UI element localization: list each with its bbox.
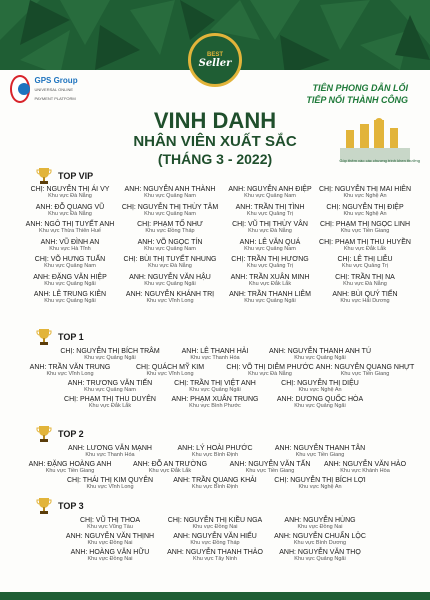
logo-name: GPS Group [34, 75, 78, 85]
honoree-card [160, 380, 270, 393]
honoree-card [265, 477, 375, 490]
honoree-name: ANH: TRẦN XUÂN MINH [230, 273, 310, 281]
honoree-area: Khu vực Đà Nẵng [248, 371, 292, 377]
honoree-name: ANH: DƯƠNG QUỐC HÒA [276, 396, 364, 403]
honoree-name: ANH: NGUYỄN ANH THÀNH [124, 186, 216, 193]
honoree-name: ANH: NGUYỄN HÙNG [284, 517, 356, 524]
honoree-name: ANH: PHẠM XUÂN TRUNG [171, 396, 259, 403]
badge-line2: Seller [198, 57, 232, 69]
honoree-area: Khu vực Quảng Ngãi [294, 403, 346, 409]
honoree-area: Khu vực Đà Nẵng [48, 210, 92, 217]
honoree-area: Khu vực Đắk Lắk [248, 280, 292, 287]
honoree-area: Khu vực Tiền Giang [340, 371, 390, 377]
honoree-name: CHỊ: THÁI THỊ KIM QUYÊN [66, 477, 154, 484]
honoree-name: ANH: TRẦN VĂN TRUNG [29, 364, 111, 371]
honoree-card [55, 549, 165, 562]
honoree-name: CHỊ: BÙI THỊ TUYẾT NHUNG [123, 256, 217, 263]
honoree-card [115, 239, 225, 252]
honoree-name: ANH: VÕ NGỌC TÍN [137, 238, 203, 246]
section-title: TOP 1 [58, 332, 84, 342]
honoree-name: ANH: TRẦN QUANG KHẢI [173, 477, 257, 484]
section-header [36, 497, 84, 515]
honoree-name: ANH: NGUYỄN VĂN HẢO [323, 461, 407, 468]
honoree-card [265, 380, 375, 393]
honoree-area: Khu vực Tây Ninh [193, 556, 237, 562]
honoree-card [265, 445, 375, 458]
honoree-name: ANH: NGUYỄN THANH TÂN [274, 445, 366, 452]
honoree-area: Khu vực Đắk Lắk [88, 403, 132, 409]
honoree-card [55, 517, 165, 530]
honoree-card [215, 239, 325, 252]
honoree-area: Khu vực Hải Dương [340, 298, 390, 304]
honoree-card [15, 274, 125, 287]
honoree-name: ANH: ĐẶNG HOÀNG ANH [28, 461, 112, 468]
page-title: VINH DANH [153, 108, 277, 133]
honoree-name: ANH: NGUYỄN VĂN HIẾU [173, 533, 257, 540]
honoree-card [310, 461, 420, 474]
honoree-card [115, 204, 225, 217]
honoree-name: ANH: ĐỖ AN TRƯỜNG [132, 461, 208, 468]
honoree-area: Khu vực Đồng Tháp [190, 540, 240, 546]
honoree-area: Khu vực Quảng Nam [144, 210, 196, 217]
honoree-card [15, 186, 125, 199]
honoree-card [215, 291, 325, 304]
honoree-card [160, 549, 270, 562]
logo-tagline: UNIVERSAL ONLINE PAYMENT PLATFORM [34, 86, 76, 101]
honoree-card [15, 221, 125, 234]
section-header [36, 425, 84, 443]
honoree-card [55, 380, 165, 393]
honoree-name: CHỊ: LÊ THỊ LIỄU [337, 256, 393, 263]
honoree-card [115, 274, 225, 287]
honoree-card [160, 348, 270, 361]
honoree-name: CHỊ: VŨ THỊ THOA [79, 517, 141, 524]
honoree-card [55, 445, 165, 458]
trophy-icon [36, 328, 52, 346]
honoree-area: Khu vực Đồng Tháp [145, 228, 195, 234]
honoree-name: ANH: NGUYỄN QUANG NHỰT [315, 364, 415, 371]
honoree-area: Khu vực Quảng Ngãi [44, 280, 96, 287]
honoree-name: CHỊ: PHẠM THỊ THU HUYỀN [319, 238, 411, 246]
trophy-icon [36, 497, 52, 515]
honoree-card [310, 221, 420, 234]
honoree-area: Khu vực Vĩnh Long [146, 298, 194, 304]
honoree-name: ANH: BÙI QUÝ TIẾN [332, 291, 398, 298]
honoree-name: ANH: ĐỖ QUANG VŨ [35, 203, 105, 211]
honoree-area: Khu vực Tiền Giang [295, 452, 345, 458]
honoree-name: ANH: LÊ VĂN QUÁ [239, 238, 301, 246]
honoree-card [310, 204, 420, 217]
honoree-card [160, 445, 270, 458]
honoree-card [55, 348, 165, 361]
honoree-card [15, 291, 125, 304]
honoree-name: ANH: NGUYỄN VĂN THỊNH [65, 533, 155, 540]
honoree-name: CHỊ: NGUYỄN THỊ BÍCH TRÂM [60, 348, 160, 355]
honoree-name: CHỊ: PHẠM THỊ NGỌC LINH [319, 221, 411, 228]
honoree-card [15, 239, 125, 252]
honoree-area: Khu vực Vĩnh Long [146, 371, 194, 377]
trophy-icon [36, 167, 52, 185]
honoree-card [265, 396, 375, 409]
slogan [306, 82, 408, 106]
honoree-name: CHỊ: NGUYỄN THỊ MAI HIÊN [318, 186, 412, 193]
honoree-name: CHỊ: NGUYỄN THỊ BÍCH LỢI [274, 477, 366, 484]
honoree-area: Khu vực Quảng Ngãi [44, 298, 96, 304]
honoree-area: Khu vực Vĩnh Long [86, 484, 134, 490]
honoree-card [265, 517, 375, 530]
slogan-line2: TIẾP NỐI THÀNH CÔNG [306, 95, 408, 105]
honoree-name: CHỊ: VŨ THỊ THÙY VÂN [232, 221, 308, 228]
honoree-name: ANH: ĐẶNG VĂN HIỆP [33, 273, 107, 281]
honoree-name: CHỊ: PHẠM TỐ NHƯ [137, 221, 203, 228]
honoree-area: Khu vực Quảng Ngãi [144, 280, 196, 287]
honoree-area: Khu vực Khánh Hòa [340, 468, 390, 474]
honoree-area: Khu vực Đồng Nai [297, 524, 343, 530]
honoree-card [265, 549, 375, 562]
honoree-name: CHỊ: NGUYỄN THỊ KIỀU NGA [167, 517, 263, 524]
honoree-area: Khu vực Bình Định [191, 452, 239, 458]
honoree-card [215, 221, 325, 234]
honoree-card [55, 396, 165, 409]
honoree-name: CHỊ: QUÁCH MỸ KIM [135, 364, 205, 371]
honoree-area: Khu vực Nghệ An [343, 210, 387, 217]
honoree-card [215, 256, 325, 269]
honoree-area: Khu vực Tiền Giang [245, 468, 295, 474]
honoree-area: Khu vực Quảng Ngãi [84, 355, 136, 361]
honoree-name: CHỊ: TRẦN THỊ HƯƠNG [231, 256, 309, 263]
honoree-card [15, 461, 125, 474]
honoree-card [115, 364, 225, 377]
honoree-name: CHỊ: TRẦN THỊ VIỆT ANH [174, 380, 256, 387]
honoree-card [55, 477, 165, 490]
honoree-card [55, 533, 165, 546]
honoree-card [310, 186, 420, 199]
honoree-card [310, 256, 420, 269]
honoree-area: Khu vực Bình Phước [189, 403, 241, 409]
trophy-icon [36, 425, 52, 443]
honoree-area: Khu vực Quảng Nam [244, 245, 296, 252]
honoree-card [115, 186, 225, 199]
honoree-name: ANH: NGUYỄN CHUẨN LỘC [274, 533, 366, 540]
honoree-card [15, 204, 125, 217]
trophy-caption: Góp thêm vào các chương trình khen thưởng [339, 158, 420, 163]
section-title: TOP VIP [58, 171, 94, 181]
honoree-area: Khu vực Đồng Nai [192, 524, 238, 530]
honoree-area: Khu vực Quảng Nam [44, 263, 96, 269]
honoree-area: Khu vực Bình Định [191, 484, 239, 490]
honoree-area: Khu vực Hà Tĩnh [49, 245, 91, 252]
honoree-area: Khu vực Nghệ An [298, 484, 342, 490]
honoree-area: Khu vực Quảng Ngãi [244, 298, 296, 304]
honoree-area: Khu vực Quảng Nam [244, 193, 296, 199]
best-seller-badge [188, 33, 242, 87]
honoree-area: Khu vực Quảng Ngãi [294, 556, 346, 562]
gps-logo-icon [10, 75, 30, 103]
footer-bar [0, 592, 430, 600]
honoree-area: Khu vực Quảng Ngãi [294, 355, 346, 361]
honoree-name: ANH: TRƯƠNG VĂN TIẾN [67, 380, 153, 387]
badge-line1: BEST [206, 51, 223, 58]
honoree-area: Khu vực Quảng Trị [246, 263, 294, 269]
honoree-name: ANH: VŨ ĐÌNH AN [40, 238, 100, 246]
page-subtitle: NHÂN VIÊN XUẤT SẮC [133, 133, 297, 150]
honoree-name: CHỊ: NGUYỄN THỊ ĐIỆP [326, 203, 404, 211]
honoree-name: ANH: NGUYỄN ANH ĐIỆP [228, 186, 312, 193]
section-header [36, 167, 93, 185]
honoree-name: ANH: HOÀNG VĂN HỮU [70, 549, 150, 556]
honoree-name: ANH: NGUYỄN THANH ANH TÚ [268, 348, 372, 355]
honoree-card [160, 533, 270, 546]
honoree-area: Khu vực Đồng Nai [87, 540, 133, 546]
honoree-name: ANH: TRẦN THANH LIÊM [229, 291, 311, 298]
honoree-area: Khu vực Đắk Lắk [343, 245, 387, 252]
honoree-card [215, 186, 325, 199]
honoree-name: ANH: NGUYỄN KHÁNH TRỊ [125, 291, 215, 298]
honoree-card [215, 461, 325, 474]
honoree-area: Khu vực Thừa Thiên Huế [39, 228, 101, 234]
honoree-area: Khu vực Quảng Trị [246, 210, 294, 217]
honoree-name: ANH: LƯƠNG VĂN MẠNH [68, 445, 152, 452]
honoree-name: ANH: LÊ THANH HẢI [181, 348, 249, 355]
honoree-name: ANH: NGÔ THỊ TUYẾT ANH [25, 221, 115, 228]
honoree-card [115, 221, 225, 234]
honoree-card [310, 239, 420, 252]
honoree-name: CHỊ: VÕ THỊ DIỄM PHƯỚC [226, 364, 314, 371]
honoree-area: Khu vực Nghệ An [343, 193, 387, 199]
honoree-area: Khu vực Vĩnh Long [46, 371, 94, 377]
honoree-area: Khu vực Quảng Nam [144, 193, 196, 199]
honoree-name: ANH: NGUYỄN VĂN TẤN [229, 461, 311, 468]
honoree-area: Khu vực Tiền Giang [45, 468, 95, 474]
honoree-name: ANH: TRẦN THỊ TÌNH [235, 203, 305, 211]
honoree-area: Khu vực Đà Nẵng [48, 193, 92, 199]
honoree-area: Khu vực Nghệ An [298, 387, 342, 393]
honoree-card [115, 256, 225, 269]
slogan-line1: TIÊN PHONG DẪN LỐI [312, 83, 408, 93]
honoree-card [15, 364, 125, 377]
honoree-card [215, 204, 325, 217]
honoree-area: Khu vực Thanh Hóa [85, 452, 135, 458]
honoree-name: ANH: NGUYỄN THANH THẢO [167, 549, 263, 556]
honoree-card [215, 364, 325, 377]
honoree-card [160, 396, 270, 409]
honoree-name: ANH: NGUYỄN VĂN THỌ [279, 549, 361, 556]
honoree-card [115, 291, 225, 304]
honoree-area: Khu vực Bình Dương [293, 540, 347, 546]
honoree-area: Khu vực Quảng Ngãi [189, 387, 241, 393]
company-logo [10, 74, 90, 104]
honoree-area: Khu vực Quảng Nam [144, 245, 196, 252]
honoree-card [215, 274, 325, 287]
honoree-card [310, 364, 420, 377]
honoree-area: Khu vực Tiền Giang [340, 228, 390, 234]
honoree-area: Khu vực Vũng Tàu [87, 524, 133, 530]
honoree-area: Khu vực Đà Nẵng [343, 280, 387, 287]
honoree-name: CHỊ: NGUYỄN THỊ DIỆU [281, 380, 359, 387]
honoree-name: CHỊ: NGUYỄN THỊ THÙY TÂM [121, 203, 219, 211]
section-header [36, 328, 84, 346]
honoree-area: Khu vực Đắk Lắk [148, 468, 192, 474]
section-title: TOP 3 [58, 501, 84, 511]
honoree-card [15, 256, 125, 269]
honoree-card [265, 348, 375, 361]
honoree-name: ANH: NGUYỄN VĂN HẬU [129, 273, 211, 281]
honoree-area: Khu vực Thanh Hóa [190, 355, 240, 361]
section-title: TOP 2 [58, 429, 84, 439]
honoree-area: Khu vực Quảng Nam [84, 387, 136, 393]
honoree-area: Khu vực Quảng Trị [341, 263, 389, 269]
honoree-name: ANH: LÝ HOÀI PHƯỚC [177, 445, 253, 452]
honoree-name: ANH: LÊ TRUNG KIÊN [33, 291, 107, 298]
honoree-name: CHỊ: TRẦN THỊ NA [335, 273, 395, 281]
honoree-area: Khu vực Đà Nẵng [148, 263, 192, 269]
page-month: (THÁNG 3 - 2022) [157, 151, 273, 167]
honoree-name: CHỊ: VÕ HƯNG TUẤN [34, 256, 106, 263]
honoree-card [265, 533, 375, 546]
honoree-card [115, 461, 225, 474]
honoree-card [160, 517, 270, 530]
honoree-name: CHỊ: NGUYỄN THỊ ÁI VY [30, 186, 110, 193]
honoree-area: Khu vực Đà Nẵng [248, 228, 292, 234]
honoree-card [310, 291, 420, 304]
honoree-name: CHỊ: PHẠM THỊ THU DUYÊN [64, 396, 156, 403]
honoree-card [310, 274, 420, 287]
honoree-area: Khu vực Đồng Nai [87, 556, 133, 562]
honoree-card [160, 477, 270, 490]
